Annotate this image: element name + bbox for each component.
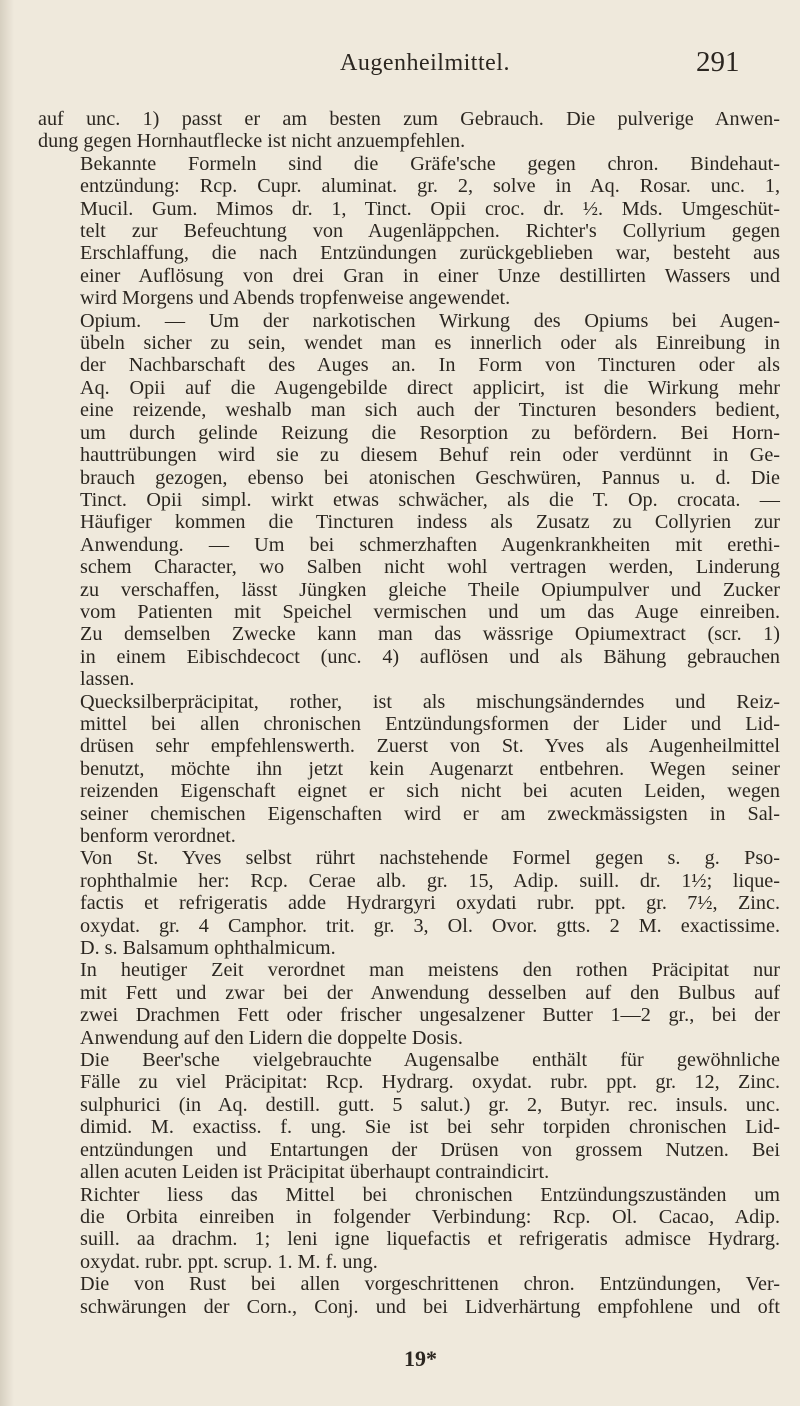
text-line: dimid. M. exactiss. f. ung. Sie ist bei sehr torpiden chronischen Lid-: [80, 1116, 780, 1139]
text-line: um durch gelinde Reizung die Resorption zu befördern. Bei Horn-: [80, 421, 780, 444]
paragraph: [38, 108, 780, 153]
text-line: benutzt, möchte ihn jetzt kein Augenarzt entbehren. Wegen seiner: [80, 757, 780, 780]
body-text: [38, 108, 780, 1318]
text-line: dung gegen Hornhautflecke ist nicht anzuempfehlen.: [38, 130, 466, 153]
text-line: oxydat. gr. 4 Camphor. trit. gr. 3, Ol. Ovor. gtts. 2 M. exactissime.: [80, 914, 780, 937]
text-line: Erschlaffung, die nach Entzündungen zurückgeblieben war, besteht aus: [80, 242, 780, 265]
signature-mark: 19*: [404, 1346, 437, 1371]
text-line: mit Fett und zwar bei der Anwendung desselben auf den Bulbus auf: [80, 981, 780, 1004]
text-line: auf unc. 1) passt er am besten zum Gebrauch. Die pulverige Anwen-: [38, 108, 780, 130]
text-line: sulphurici (in Aq. destill. gutt. 5 salut.) gr. 2, Butyr. rec. insuls. unc.: [80, 1093, 780, 1116]
text-line: In heutiger Zeit verordnet man meistens den rothen Präcipitat nur: [80, 959, 780, 982]
text-line: schem Character, wo Salben nicht wohl vertragen werden, Linderung: [80, 556, 780, 579]
text-line: Opium. — Um der narkotischen Wirkung des Opiums bei Augen-: [80, 309, 780, 332]
text-line: eine reizende, weshalb man sich auch der Tincturen besonders bedient,: [80, 399, 780, 422]
text-line: telt zur Befeuchtung von Augenläppchen. Richter's Collyrium gegen: [80, 220, 780, 243]
text-line: Zu demselben Zwecke kann man das wässrige Opiumextract (scr. 1): [80, 623, 780, 646]
text-line: zwei Drachmen Fett oder frischer ungesalzener Butter 1—2 gr., bei der: [80, 1004, 780, 1027]
text-line: Von St. Yves selbst rührt nachstehende Formel gegen s. g. Pso-: [80, 847, 780, 870]
paragraph: [38, 847, 780, 959]
text-line: Die Beer'sche vielgebrauchte Augensalbe enthält für gewöhnliche: [80, 1049, 780, 1072]
text-line: lassen.: [80, 668, 135, 691]
text-line: Fälle zu viel Präcipitat: Rcp. Hydrarg. oxydat. rubr. ppt. gr. 12, Zinc.: [80, 1071, 780, 1094]
paragraph: [38, 691, 780, 848]
text-line: entzündungen und Entartungen der Drüsen von grossem Nutzen. Bei: [80, 1138, 780, 1161]
paragraph: [38, 1049, 780, 1183]
text-line: Aq. Opii auf die Augengebilde direct applicirt, ist die Wirkung mehr: [80, 376, 780, 399]
text-line: zu verschaffen, lässt Jüngken gleiche Theile Opiumpulver und Zucker: [80, 578, 780, 601]
page-binding-edge: [0, 0, 14, 1406]
text-line: mittel bei allen chronischen Entzündungsformen der Lider und Lid-: [80, 712, 780, 735]
text-line: drüsen sehr empfehlenswerth. Zuerst von St. Yves als Augenheilmittel: [80, 735, 780, 758]
text-line: benform verordnet.: [80, 825, 236, 847]
text-line: wird Morgens und Abends tropfenweise angewendet.: [80, 287, 511, 310]
text-line: rophthalmie her: Rcp. Cerae alb. gr. 15, Adip. suill. dr. 1½; lique-: [80, 869, 780, 892]
paragraph: [38, 1184, 780, 1274]
text-line: Quecksilberpräcipitat, rother, ist als mischungsänderndes und Reiz-: [80, 690, 780, 713]
text-line: brauch gezogen, ebenso bei atonischen Geschwüren, Pannus u. d. Die: [80, 466, 780, 489]
text-line: die Orbita einreiben in folgender Verbindung: Rcp. Ol. Cacao, Adip.: [80, 1205, 780, 1228]
text-line: Richter liess das Mittel bei chronischen Entzündungszuständen um: [80, 1183, 780, 1206]
paragraph: [38, 1273, 780, 1318]
text-line: allen acuten Leiden ist Präcipitat überhaupt contraindicirt.: [80, 1161, 550, 1184]
text-line: der Nachbarschaft des Auges an. In Form von Tincturen oder als: [80, 354, 780, 377]
paragraph: [38, 959, 780, 1049]
text-line: Anwendung auf den Lidern die doppelte Dosis.: [80, 1026, 463, 1049]
page-number: 291: [696, 46, 740, 78]
text-line: factis et refrigeratis adde Hydrargyri oxydati rubr. ppt. gr. 7½, Zinc.: [80, 892, 780, 915]
text-line: reizenden Eigenschaft eignet er sich nicht bei acuten Leiden, wegen: [80, 780, 780, 803]
text-line: Mucil. Gum. Mimos dr. 1, Tinct. Opii croc. dr. ½. Mds. Umgeschüt-: [80, 197, 780, 220]
paragraph: [38, 310, 780, 691]
text-line: suill. aa drachm. 1; leni igne liquefactis et refrigeratis admisce Hydrarg.: [80, 1228, 780, 1251]
text-line: Die von Rust bei allen vorgeschrittenen chron. Entzündungen, Ver-: [80, 1273, 780, 1296]
text-line: übeln sicher zu sein, wendet man es innerlich oder als Einreibung in: [80, 332, 780, 355]
text-line: entzündung: Rcp. Cupr. aluminat. gr. 2, solve in Aq. Rosar. unc. 1,: [80, 175, 780, 198]
text-line: oxydat. rubr. ppt. scrup. 1. M. f. ung.: [80, 1250, 378, 1273]
text-line: Häufiger kommen die Tincturen indess als Zusatz zu Collyrien zur: [80, 511, 780, 534]
text-line: D. s. Balsamum ophthalmicum.: [80, 937, 336, 960]
text-line: schwärungen der Corn., Conj. und bei Lidverhärtung empfohlene und oft: [80, 1295, 780, 1318]
text-line: Bekannte Formeln sind die Gräfe'sche gegen chron. Bindehaut-: [80, 152, 780, 175]
text-line: seiner chemischen Eigenschaften wird er am zweckmässigsten in Sal-: [80, 802, 780, 825]
text-line: Tinct. Opii simpl. wirkt etwas schwächer, als die T. Op. crocata. —: [80, 488, 780, 511]
text-line: in einem Eibischdecoct (unc. 4) auflösen und als Bähung gebrauchen: [80, 645, 780, 668]
text-line: vom Patienten mit Speichel vermischen und um das Auge einreiben.: [80, 600, 780, 623]
text-line: Anwendung. — Um bei schmerzhaften Augenkrankheiten mit erethi-: [80, 533, 780, 556]
running-title: Augenheilmittel.: [340, 50, 510, 76]
paragraph: [38, 153, 780, 310]
text-line: hauttrübungen wird sie zu diesem Behuf rein oder verdünnt in Ge-: [80, 444, 780, 467]
page-header: [0, 46, 800, 90]
text-line: einer Auflösung von drei Gran in einer Unze destillirten Wassers und: [80, 264, 780, 287]
